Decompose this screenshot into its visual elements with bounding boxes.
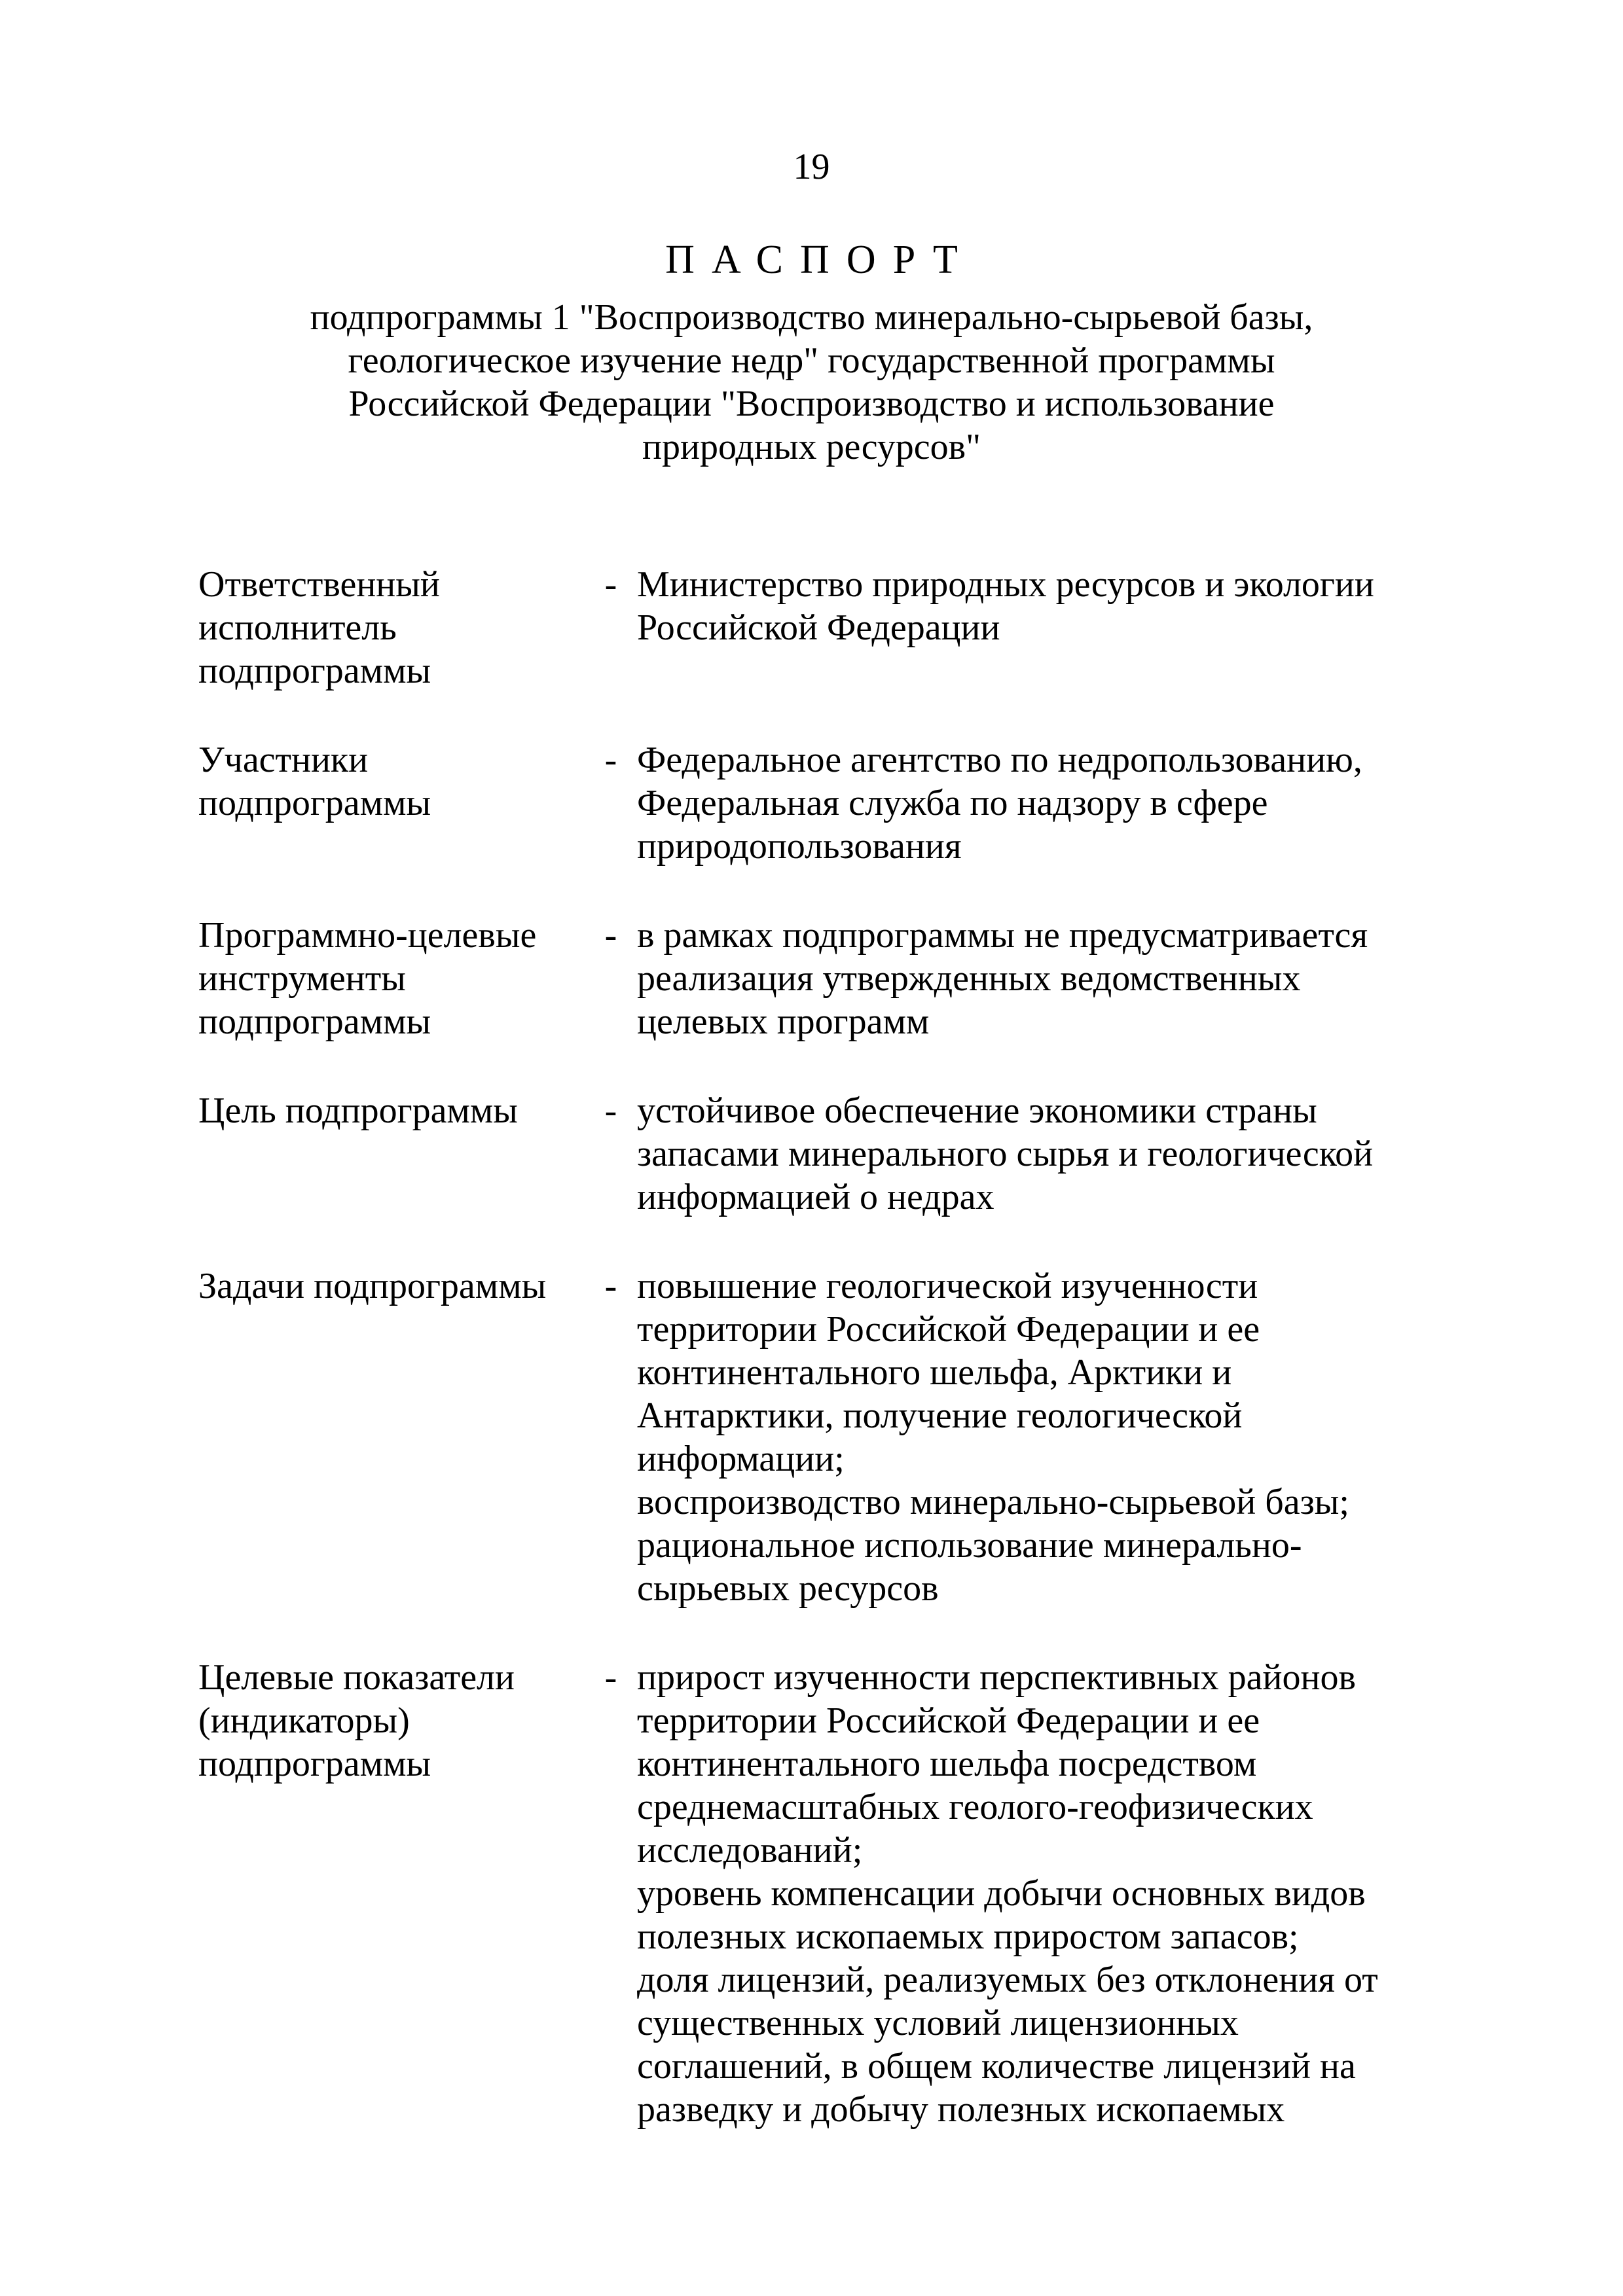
document-subtitle [0,296,1623,469]
row-dash: - [604,740,617,780]
value-line: сырьевых ресурсов [637,1568,939,1609]
passport-row-tasks [198,1265,1442,1610]
value-line: среднемасштабных геолого-геофизических [637,1787,1313,1827]
value-line: исследований; [637,1830,863,1871]
passport-row-participants [198,738,1442,868]
subtitle-line: Российской Федерации "Воспроизводство и использование [348,384,1275,424]
row-value [637,563,1442,649]
passport-row-program-instruments [198,914,1442,1043]
value-line: информацией о недрах [637,1177,994,1217]
value-line: уровень компенсации добычи основных видов [637,1873,1366,1914]
label-line: Ответственный [198,564,440,605]
passport-row-goal [198,1089,1442,1219]
passport-row-responsible-executor [198,563,1442,692]
passport-row-target-indicators [198,1656,1442,2131]
row-value [637,914,1442,1043]
value-line: разведку и добычу полезных ископаемых [637,2089,1285,2130]
value-line: полезных ископаемых приростом запасов; [637,1916,1299,1957]
row-label [198,738,585,825]
row-label [198,1089,585,1132]
subtitle-line: природных ресурсов" [642,427,981,467]
label-line: Целевые показатели [198,1657,515,1698]
label-line: подпрограммы [198,1744,431,1784]
value-line: территории Российской Федерации и ее [637,1700,1260,1741]
value-line: воспроизводство минерально-сырьевой базы; [637,1482,1349,1522]
value-line: в рамках подпрограммы не предусматривается [637,915,1368,956]
label-line: подпрограммы [198,651,431,691]
value-line: реализация утвержденных ведомственных [637,958,1301,999]
value-line: существенных условий лицензионных [637,2003,1239,2043]
label-line: Цель подпрограммы [198,1090,518,1131]
value-line: природопользования [637,826,962,867]
value-line: континентального шельфа посредством [637,1744,1257,1784]
value-line: Федеральная служба по надзору в сфере [637,783,1268,823]
value-line: информации; [637,1439,845,1479]
label-line: (индикаторы) [198,1700,410,1741]
label-line: Задачи подпрограммы [198,1266,547,1306]
row-value [637,1656,1442,2131]
value-line: рациональное использование минерально- [637,1525,1302,1566]
label-line: Программно-целевые [198,915,537,956]
row-dash: - [604,1090,617,1131]
label-line: исполнитель [198,607,397,648]
row-label [198,1656,585,1785]
subtitle-line: подпрограммы 1 "Воспроизводство минерально-сырьевой базы, [310,297,1313,338]
document-title: ПАСПОРТ [665,238,975,282]
passport-table [198,563,1442,2131]
label-line: подпрограммы [198,783,431,823]
row-dash: - [604,1657,617,1698]
value-line: территории Российской Федерации и ее [637,1309,1260,1350]
label-line: инструменты [198,958,406,999]
value-line: Министерство природных ресурсов и экологии [637,564,1374,605]
value-line: запасами минерального сырья и геологической [637,1134,1374,1174]
row-value [637,1265,1442,1610]
value-line: Антарктики, получение геологической [637,1395,1243,1436]
value-line: континентального шельфа, Арктики и [637,1352,1232,1393]
row-dash: - [604,915,617,956]
value-line: устойчивое обеспечение экономики страны [637,1090,1317,1131]
value-line: прирост изученности перспективных районов [637,1657,1356,1698]
label-line: Участники [198,740,369,780]
value-line: Российской Федерации [637,607,1000,648]
row-value [637,738,1442,868]
value-line: доля лицензий, реализуемых без отклонения от [637,1960,1378,2000]
value-line: целевых программ [637,1001,930,1042]
row-value [637,1089,1442,1219]
subtitle-line: геологическое изучение недр" государственной программы [348,340,1275,381]
value-line: повышение геологической изученности [637,1266,1258,1306]
row-label [198,914,585,1043]
row-dash: - [604,1266,617,1306]
value-line: соглашений, в общем количестве лицензий на [637,2046,1356,2087]
row-dash: - [604,564,617,605]
row-label [198,563,585,692]
value-line: Федеральное агентство по недропользованию, [637,740,1362,780]
page-number: 19 [793,147,830,187]
label-line: подпрограммы [198,1001,431,1042]
row-label [198,1265,585,1308]
